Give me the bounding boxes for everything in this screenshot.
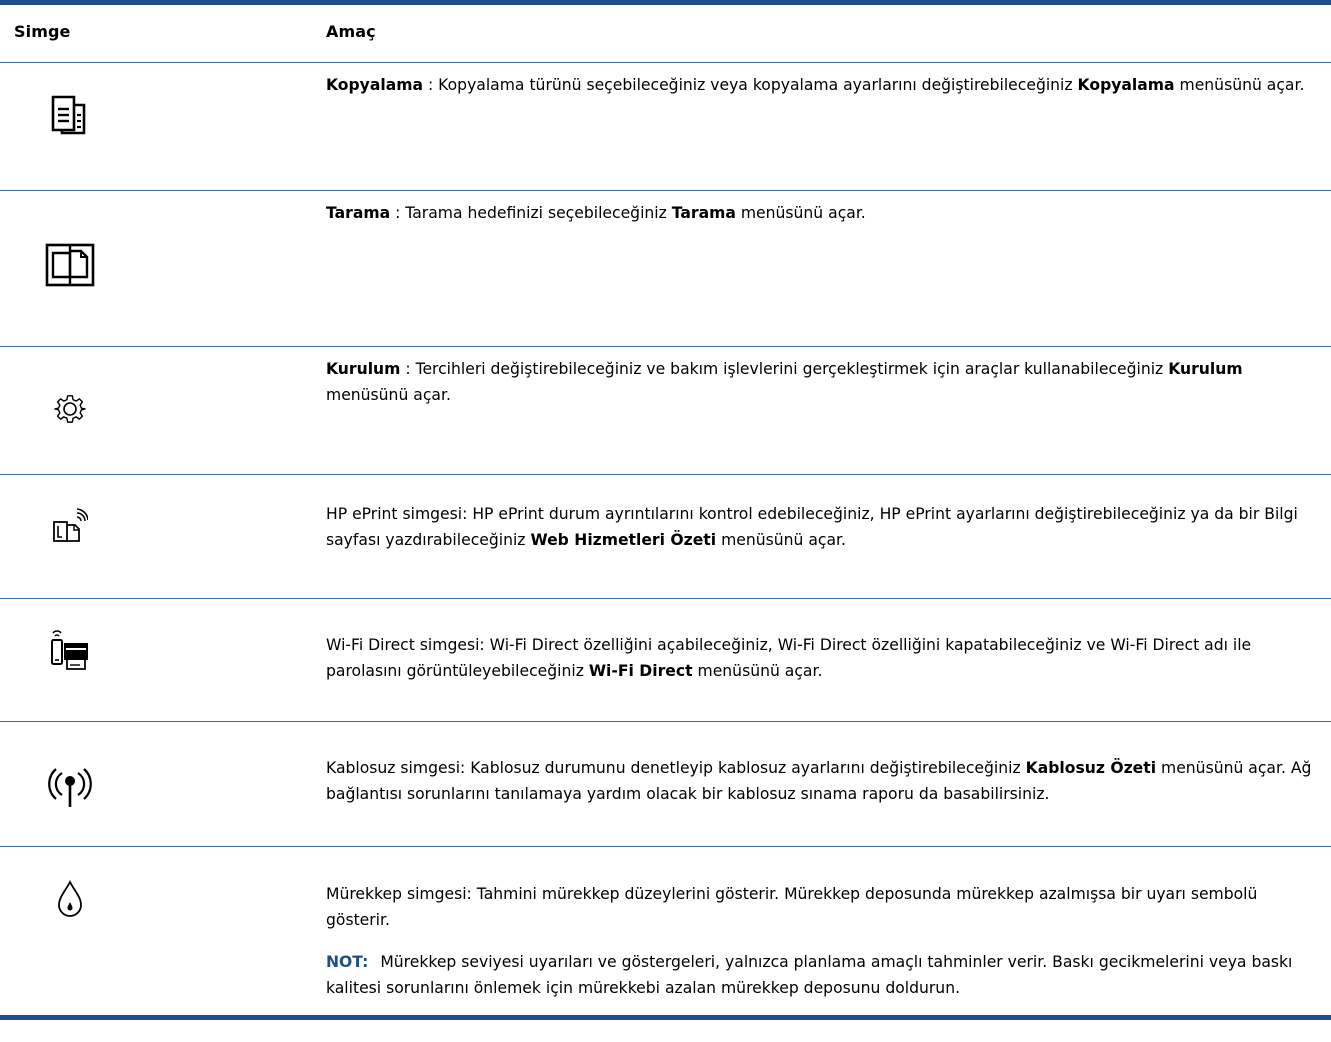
ink-drop-icon [0, 869, 140, 929]
row-description: Kopyalama : Kopyalama türünü seçebileceğiniz veya kopyalama ayarlarını değiştirebileceğiniz Kopyalama menüsünü açar. [326, 76, 1305, 94]
row-description: Mürekkep simgesi: Tahmini mürekkep düzeylerini gösterir. Mürekkep deposunda mürekkep azalmışsa bir uyarı sembolü gösterir. NOT: Mürekkep seviyesi uyarıları ve göstergeleri, yalnızca planlama amaçlı tahminler verir. Baskı gecikmelerini veya baskı kalitesi sorunlarını önlemek için mürekkebi azalan mürekkep deposunu doldurun. [326, 881, 1316, 1001]
setup-gear-icon [0, 387, 140, 431]
table-row [0, 191, 1331, 346]
bold-term: Wi-Fi Direct [588, 662, 693, 680]
row-description: Wi-Fi Direct simgesi: Wi-Fi Direct özelliğini açabileceğiniz, Wi-Fi Direct özelliğini kapatabileceğiniz ve Wi-Fi Direct adı ile parolasını görüntüleyebileceğiniz Wi-Fi Direct menüsünü açar. [326, 636, 1252, 680]
bold-term: Kurulum [1168, 360, 1243, 378]
bold-term: Web Hizmetleri Özeti [530, 531, 717, 549]
table-row [0, 63, 1331, 190]
copy-icon [0, 75, 140, 153]
bold-term: Kopyalama [1077, 76, 1175, 94]
table-row [0, 475, 1331, 598]
table-row [0, 599, 1331, 721]
table-row [0, 347, 1331, 474]
scan-icon [0, 229, 140, 301]
bold-term: Kurulum [326, 360, 401, 378]
eprint-icon [0, 501, 140, 551]
table-top-rule [0, 0, 1331, 5]
table-row [0, 847, 1331, 1015]
bold-term: Kopyalama [326, 76, 424, 94]
wireless-icon [0, 755, 140, 815]
table-bottom-rule [0, 1015, 1331, 1020]
table-row [0, 722, 1331, 846]
row-description: Kablosuz simgesi: Kablosuz durumunu denetleyip kablosuz ayarlarını değiştirebileceğiniz Kablosuz Özeti menüsünü açar. Ağ bağlantısı sorunlarını tanılamaya yardım olacak bir kablosuz sınama raporu da basabilirsiniz. [326, 759, 1312, 803]
header-icon-column: Simge [14, 22, 71, 41]
header-purpose-column: Amaç [326, 22, 376, 41]
note-block [326, 949, 1316, 1001]
row-description: HP ePrint simgesi: HP ePrint durum ayrıntılarını kontrol edebileceğiniz, HP ePrint ayarlarını değiştirebileceğiniz ya da bir Bilgi sayfası yazdırabileceğiniz Web Hizmetleri Özeti menüsünü açar. [326, 505, 1298, 549]
row-description: Tarama : Tarama hedefinizi seçebileceğiniz Tarama menüsünü açar. [326, 204, 866, 222]
bold-term: Kablosuz Özeti [1025, 759, 1157, 777]
note-text: Mürekkep seviyesi uyarıları ve göstergeleri, yalnızca planlama amaçlı tahminler verir. Baskı gecikmelerini veya baskı kalitesi sorunlarını önlemek için mürekkebi azalan mürekkep deposunu doldurun. [326, 953, 1293, 997]
bold-term: Tarama [326, 204, 391, 222]
row-description: Kurulum : Tercihleri değiştirebileceğiniz ve bakım işlevlerini gerçekleştirmek için araçlar kullanabileceğiniz Kurulum menüsünü açar. [326, 360, 1243, 404]
note-label: NOT: [326, 953, 369, 971]
bold-term: Tarama [671, 204, 736, 222]
wifi-direct-icon [0, 619, 140, 679]
